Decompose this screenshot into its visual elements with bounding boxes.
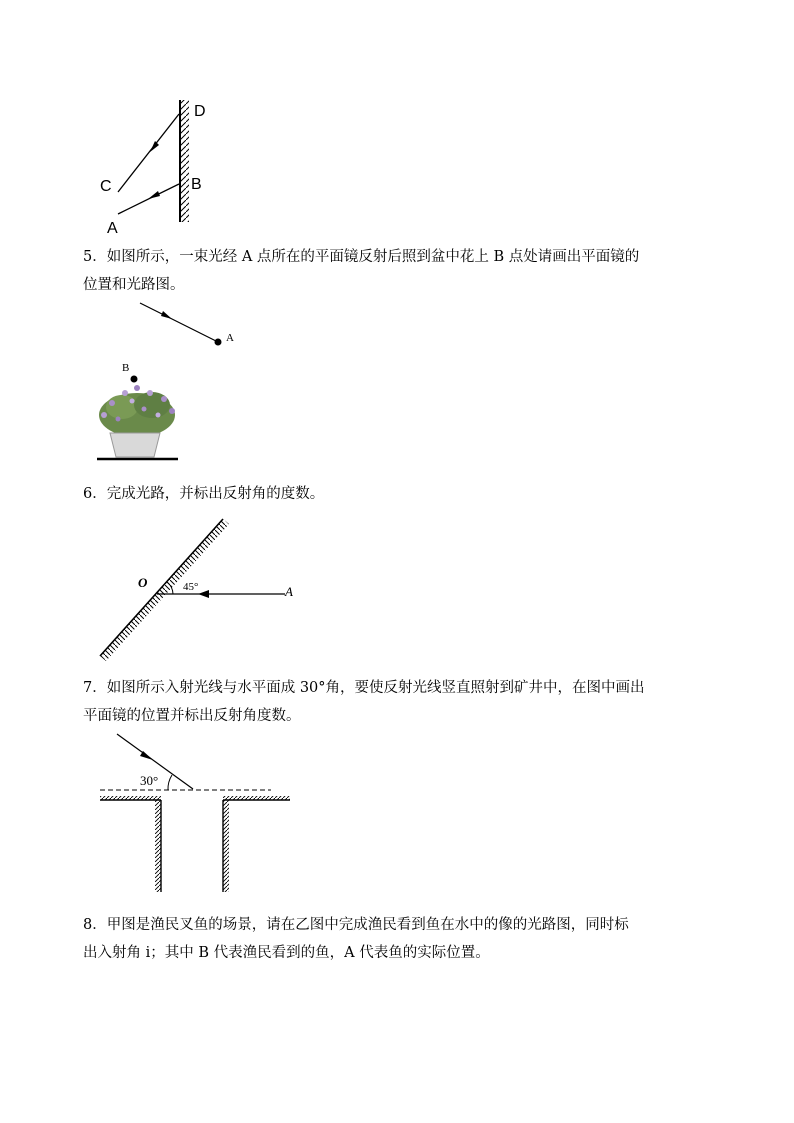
mirror-slanted [100,519,229,661]
ray-ab-arrow [148,191,160,199]
question-8 [83,911,703,967]
question-5-line1: 5．如图所示，一束光经 A 点所在的平面镜反射后照到盆中花上 B 点处请画出平面镜的 [83,249,640,265]
label-a: A [285,584,293,599]
label-o: O [138,575,148,590]
label-c: C [100,178,112,195]
question-6-line1: 6．完成光路，并标出反射角的度数。 [83,486,325,502]
label-b: B [191,176,202,193]
shaft-wall-right-hatch [223,800,229,892]
label-angle-45: 45° [183,581,199,593]
point-a [215,339,222,346]
figure-q6-slanted-mirror [95,515,305,665]
question-6 [83,480,703,508]
ray-c-to-d [118,114,179,192]
question-7 [83,674,703,730]
question-8-line2: 出入射角 i；其中 B 代表渔民看到的鱼，A 代表鱼的实际位置。 [83,945,490,961]
point-b [131,376,138,383]
question-7-line1: 7．如图所示入射光线与水平面成 30°角，要使反射光线竖直照射到矿井中，在图中画出 [83,680,645,696]
label-b: B [122,362,130,374]
flower-pot [110,433,160,457]
label-angle-30: 30° [140,773,159,788]
question-7-line2: 平面镜的位置并标出反射角度数。 [83,708,301,724]
figure-q7-mine-shaft [95,730,295,895]
incident-ray-arrow [161,311,172,319]
label-d: D [194,103,206,120]
ray-cd-arrow [150,141,159,152]
label-a: A [107,220,118,237]
figure-q4-mirror-rays [90,92,230,237]
flower-plant-image [99,385,175,437]
ground-left-hatch [100,796,161,800]
figure-q5-flowerpot [92,295,252,465]
label-a: A [226,332,234,344]
ray-a-to-b [118,184,179,214]
ground-right-hatch [223,796,290,800]
angle-arc-30 [168,775,172,790]
question-8-line1: 8．甲图是渔民叉鱼的场景，请在乙图中完成渔民看到鱼在水中的像的光路图，同时标 [83,917,629,933]
question-5 [83,243,703,299]
mirror-hatching [181,100,189,222]
incident-ray [140,303,218,342]
incident-ray-arrow [198,590,209,598]
shaft-wall-left-hatch [155,800,161,892]
question-5-line2: 位置和光路图。 [83,277,185,293]
